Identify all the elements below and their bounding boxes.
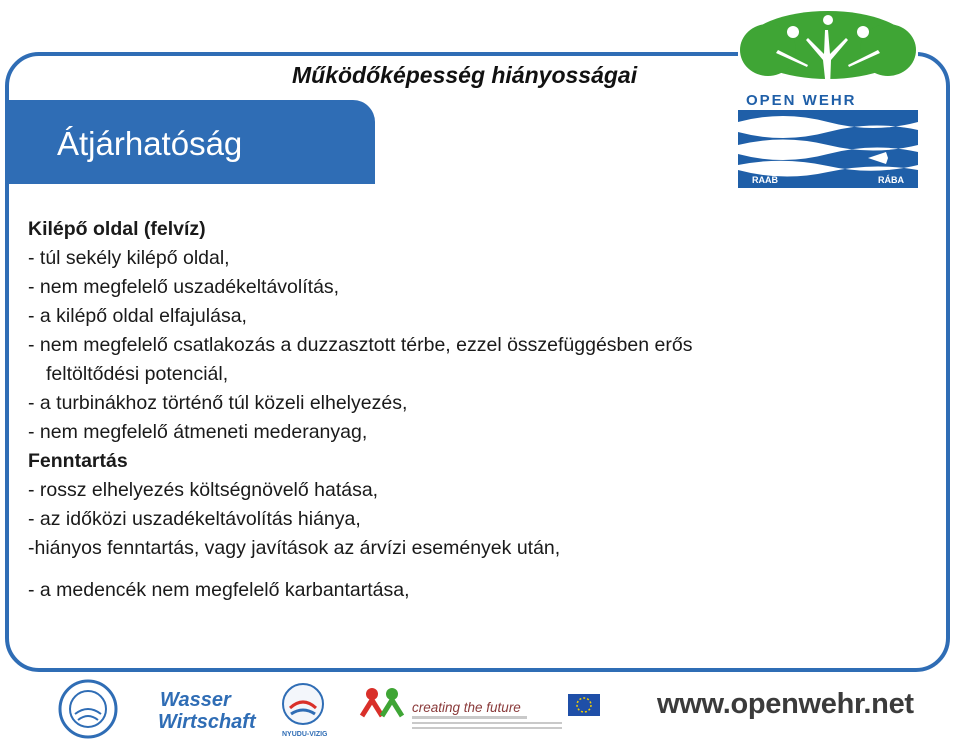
list-item: feltöltődési potenciál,: [46, 363, 229, 385]
list-item: - az időközi uszadékeltávolítás hiánya,: [28, 508, 361, 530]
heading-kilepo: Kilépő oldal (felvíz): [28, 218, 206, 240]
wasser-wirtschaft-logo-icon: [158, 689, 257, 733]
website-url[interactable]: www.openwehr.net: [657, 688, 914, 720]
heading-fenntartas: Fenntartás: [28, 450, 128, 472]
slide-title: Működőképesség hiányosságai: [292, 62, 638, 88]
logo-left-text: RAAB: [752, 175, 778, 185]
section-title: Átjárhatóság: [57, 125, 243, 162]
list-item: - nem megfelelő átmeneti mederanyag,: [28, 421, 368, 443]
svg-text:Wirtschaft: Wirtschaft: [158, 711, 256, 733]
svg-text:NYUDU-VIZIG: NYUDU-VIZIG: [282, 731, 328, 738]
svg-text:Wasser: Wasser: [160, 689, 231, 711]
section-tab: [5, 100, 375, 184]
creating-the-future-text: creating the future: [412, 700, 521, 715]
tree-wave-logo-icon: [738, 10, 918, 188]
list-item: - a medencék nem megfelelő karbantartása,: [28, 579, 410, 601]
open-wehr-logo: [738, 10, 918, 188]
list-item: - túl sekély kilépő oldal,: [28, 247, 230, 269]
list-item: -hiányos fenntartás, vagy javítások az árvízi események után,: [28, 537, 561, 559]
logo-top-text: OPEN WEHR: [746, 92, 857, 109]
wasserwirtschaft-seal-icon: [60, 681, 116, 737]
logo-right-text: RÁBA: [878, 175, 904, 185]
nyudu-vizig-logo-icon: [282, 684, 328, 738]
slide-content: [28, 215, 928, 605]
list-item: - nem megfelelő uszadékeltávolítás,: [28, 276, 340, 298]
list-item: - nem megfelelő csatlakozás a duzzasztott térbe, ezzel összefüggésben erős: [28, 334, 693, 356]
list-item: - a kilépő oldal elfajulása,: [28, 305, 247, 327]
list-item: - a turbinákhoz történő túl közeli elhelyezés,: [28, 392, 408, 414]
list-item: - rossz elhelyezés költségnövelő hatása,: [28, 479, 379, 501]
eu-flag-icon: [568, 694, 600, 716]
